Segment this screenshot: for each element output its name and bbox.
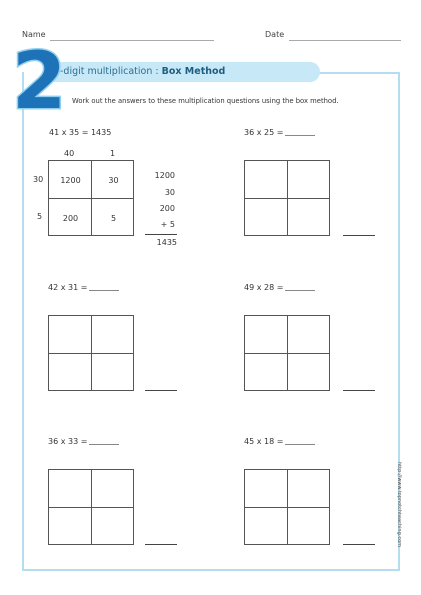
example-cell: 200 bbox=[62, 213, 79, 223]
example-box-grid bbox=[48, 160, 134, 236]
example-col-label: 1 bbox=[110, 149, 116, 158]
example-question: 41 x 35 = 1435 bbox=[49, 128, 112, 137]
example-cell: 5 bbox=[110, 213, 117, 223]
problem-box-grid[interactable] bbox=[244, 160, 330, 236]
example-total: 1435 bbox=[156, 238, 177, 247]
worksheet-title: -digit multiplication : Box Method bbox=[60, 66, 226, 77]
problem-question: 49 x 28 = bbox=[244, 283, 315, 292]
example-row-label: 5 bbox=[37, 212, 43, 221]
problem-box-grid[interactable] bbox=[244, 315, 330, 391]
problem-question: 42 x 31 = bbox=[48, 283, 119, 292]
example-col-label: 40 bbox=[64, 149, 75, 158]
problem-box-grid[interactable] bbox=[48, 315, 134, 391]
problem-question: 36 x 25 = bbox=[244, 128, 315, 137]
problem-question: 36 x 33 = bbox=[48, 437, 119, 446]
answer-line[interactable] bbox=[343, 235, 375, 236]
date-line[interactable] bbox=[289, 40, 401, 41]
answer-line[interactable] bbox=[343, 544, 375, 545]
problem-box-grid[interactable] bbox=[48, 469, 134, 545]
answer-line[interactable] bbox=[145, 544, 177, 545]
answer-line[interactable] bbox=[145, 390, 177, 391]
example-cell: 30 bbox=[108, 175, 119, 185]
problem-question: 45 x 18 = bbox=[244, 437, 315, 446]
date-label: Date bbox=[265, 30, 285, 39]
name-label: Name bbox=[22, 30, 46, 39]
big-number-text: 2 bbox=[12, 44, 67, 114]
example-sum-term: 200 bbox=[159, 204, 175, 213]
answer-line[interactable] bbox=[343, 390, 375, 391]
example-sum-term: 1200 bbox=[154, 171, 175, 180]
footer-url[interactable]: http://www.topnotchteaching.com bbox=[396, 462, 402, 548]
example-cell: 1200 bbox=[60, 175, 81, 185]
example-sum-term: 30 bbox=[164, 188, 175, 197]
name-line[interactable] bbox=[50, 40, 214, 41]
problem-box-grid[interactable] bbox=[244, 469, 330, 545]
example-sum-term: + 5 bbox=[160, 220, 175, 229]
frame-top-edge bbox=[319, 72, 400, 74]
example-sum-line bbox=[145, 234, 177, 235]
big-number-icon bbox=[10, 44, 70, 114]
example-row-label: 30 bbox=[33, 175, 44, 184]
instructions-text: Work out the answers to these multiplication questions using the box method. bbox=[72, 97, 339, 105]
